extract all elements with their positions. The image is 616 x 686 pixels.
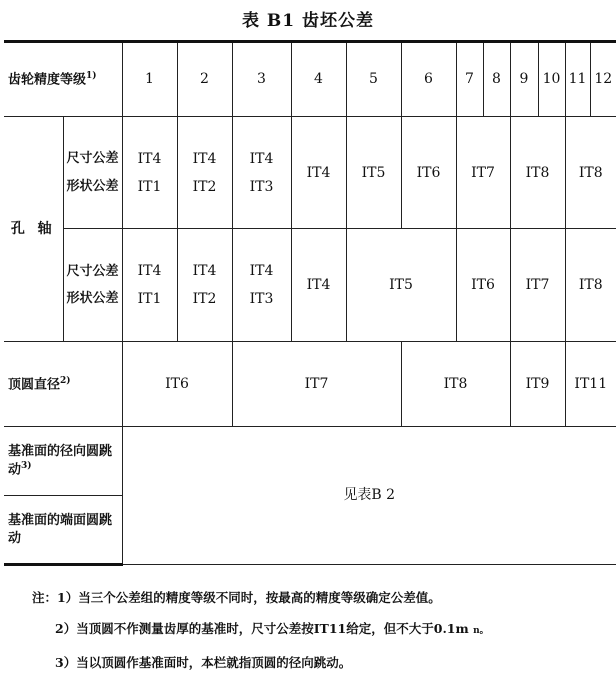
hole-grade-5: IT5 [346,117,401,229]
shaft-g3-form: IT3 [249,291,274,307]
see-table-cell: 见表B 2 [122,427,616,565]
radial-label-cell [4,427,122,496]
blank-tolerance-table [4,40,616,566]
note-1: 注：1）当三个公差组的精度等级不同时，按最高的精度等级确定公差值。 [32,590,441,605]
shaft-g2-size: IT4 [192,263,217,279]
hole-form-tol-label: 形状公差 [66,178,119,194]
grade-12: 12 [590,42,616,117]
tip-grade-3-5: IT7 [232,342,401,427]
grade-6: 6 [401,42,456,117]
radial-label-note: 3) [21,461,32,472]
table-title: 表 B1 齿坯公差 [241,11,375,31]
hole-g2-size: IT4 [192,150,217,167]
hole-grade-6: IT6 [401,117,456,229]
grade-9: 9 [510,42,538,117]
shaft-sub-labels [63,229,122,342]
shaft-grade-4: IT4 [291,229,346,342]
tip-label: 顶圆直径 [8,376,61,392]
shaft-g1-form: IT1 [137,291,162,307]
shaft-grade-5-6: IT5 [346,229,456,342]
shaft-g1-size: IT4 [137,263,162,279]
hole-g1-size: IT4 [137,150,162,167]
note-3: 3）当以顶圆作基准面时，本栏就指顶圆的径向跳动。 [55,655,352,670]
tip-label-cell [4,342,122,427]
shaft-grade-9-10: IT7 [510,229,565,342]
hole-g3-size: IT4 [249,150,274,167]
radial-runout-row [4,427,616,496]
note-2 [32,613,489,647]
hole-g3-form: IT3 [249,178,274,195]
shaft-g3-size: IT4 [249,263,274,279]
tip-label-note: 2) [60,375,71,386]
note-2-text: 2）当顶圆不作测量齿厚的基准时，尺寸公差按IT11给定，但不大于0.1m [55,621,474,636]
header-row [4,42,616,117]
shaft-g2-form: IT2 [192,291,217,307]
hole-grade-7-8: IT7 [456,117,510,229]
hole-shaft-label: 孔 轴 [4,117,63,342]
note-2-suffix: n。 [473,626,489,636]
grade-10: 10 [538,42,565,117]
grade-8: 8 [483,42,510,117]
shaft-grade-3 [232,229,291,342]
shaft-form-tol-label: 形状公差 [66,291,119,306]
grade-5: 5 [346,42,401,117]
hole-grade-1 [122,117,177,229]
hole-grade-3 [232,117,291,229]
shaft-grade-2 [177,229,232,342]
grade-1: 1 [122,42,177,117]
hole-g2-form: IT2 [192,178,217,195]
shaft-row [4,229,616,342]
tip-grade-9-10: IT9 [510,342,565,427]
grade-7: 7 [456,42,483,117]
hole-grade-11-12: IT8 [565,117,616,229]
hole-grade-4: IT4 [291,117,346,229]
shaft-size-tol-label: 尺寸公差 [66,263,119,279]
grade-4: 4 [291,42,346,117]
tip-grade-1-2: IT6 [122,342,232,427]
hole-grade-2 [177,117,232,229]
hole-row [4,117,616,229]
grade-2: 2 [177,42,232,117]
tip-grade-11-12: IT11 [565,342,616,427]
hole-size-tol-label: 尺寸公差 [66,151,119,167]
grade-11: 11 [565,42,590,117]
grade-3: 3 [232,42,291,117]
shaft-grade-11-12: IT8 [565,229,616,342]
tip-grade-6-8: IT8 [401,342,510,427]
header-label-cell [4,42,122,117]
shaft-grade-1 [122,229,177,342]
shaft-grade-7-8: IT6 [456,229,510,342]
notes [32,582,489,678]
hole-g1-form: IT1 [137,178,162,195]
header-label-note: 1) [86,71,97,82]
face-label: 基准面的端面圆跳动 [4,496,122,565]
radial-label: 基准面的径向圆跳动 [8,443,113,478]
tip-diameter-row [4,342,616,427]
hole-sub-labels [63,117,122,229]
hole-grade-9-10: IT8 [510,117,565,229]
header-label: 齿轮精度等级 [8,72,87,88]
